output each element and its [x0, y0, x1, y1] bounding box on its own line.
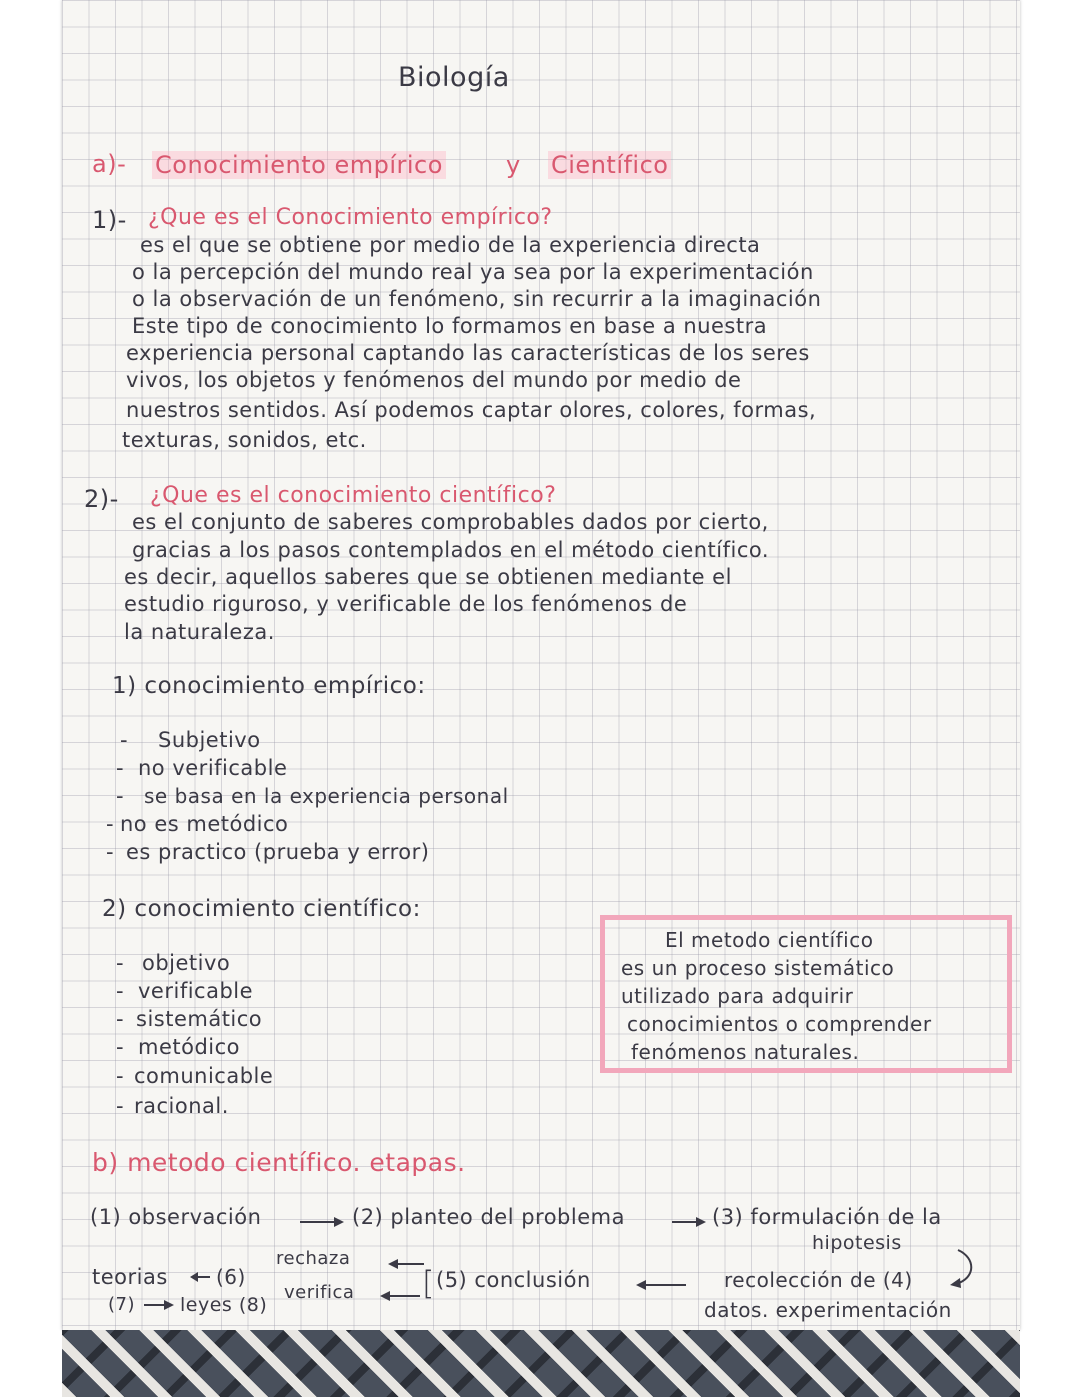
- box-line-4: conocimientos o comprender: [627, 1012, 932, 1036]
- cientifico-item-2: verificable: [138, 979, 254, 1003]
- box-line-3: utilizado para adquirir: [621, 984, 854, 1008]
- cientifico-bullet-1: -: [116, 951, 124, 975]
- q1-line-6: vivos, los objetos y fenómenos del mundo por medio de: [126, 368, 742, 392]
- cientifico-item-3: sistemático: [136, 1007, 263, 1031]
- boxed-note: [600, 915, 1012, 1073]
- arrow-verifica-icon: [380, 1290, 420, 1302]
- empirico-heading: 1) conocimiento empírico:: [112, 673, 426, 699]
- box-line-2: es un proceso sistemático: [621, 956, 895, 980]
- q1-line-7: nuestros sentidos. Así podemos captar olores, colores, formas,: [126, 398, 817, 422]
- flow-rechaza: rechaza: [276, 1248, 351, 1269]
- cientifico-bullet-6: -: [116, 1094, 124, 1118]
- arrow-rechaza-icon: [388, 1258, 424, 1270]
- q2-line-5: la naturaleza.: [124, 620, 275, 644]
- empirico-item-4: no es metódico: [120, 812, 289, 836]
- q2-line-2: gracias a los pasos contemplados en el método científico.: [132, 538, 770, 562]
- flow-seven: (7): [108, 1294, 135, 1315]
- empirico-bullet-3: -: [116, 784, 124, 808]
- flow-bracket: [: [422, 1264, 435, 1302]
- section-a-marker: a)-: [92, 150, 127, 178]
- flow-step-3: (3) formulación de la: [712, 1205, 942, 1229]
- cientifico-bullet-5: -: [116, 1064, 124, 1088]
- q1-line-3: o la observación de un fenómeno, sin recurrir a la imaginación: [132, 287, 822, 311]
- flow-teorias: teorias: [92, 1265, 168, 1289]
- q2-number: 2)-: [84, 485, 119, 513]
- q2-line-3: es decir, aquellos saberes que se obtienen mediante el: [124, 565, 732, 589]
- arrow-3-to-4-icon: [948, 1248, 978, 1288]
- section-a-title-part1: Conocimiento empírico: [152, 151, 446, 179]
- arrow-1-to-2-icon: [300, 1216, 344, 1228]
- cientifico-heading: 2) conocimiento científico:: [102, 896, 421, 922]
- q2-question: ¿Que es el conocimiento científico?: [150, 483, 557, 508]
- q1-question: ¿Que es el Conocimiento empírico?: [148, 205, 553, 230]
- q1-line-2: o la percepción del mundo real ya sea por la experimentación: [132, 260, 814, 284]
- empirico-item-1: Subjetivo: [158, 728, 261, 752]
- empirico-item-3: se basa en la experiencia personal: [144, 784, 509, 808]
- arrow-4-to-5-icon: [636, 1279, 686, 1291]
- q1-line-1: es el que se obtiene por medio de la experiencia directa: [140, 233, 761, 257]
- section-a-title-part2: Científico: [548, 151, 671, 179]
- cientifico-item-6: racional.: [134, 1094, 229, 1118]
- empirico-bullet-2: -: [116, 756, 124, 780]
- q1-line-4: Este tipo de conocimiento lo formamos en base a nuestra: [132, 314, 768, 338]
- flow-step-3b: hipotesis: [812, 1232, 902, 1254]
- q2-line-4: estudio riguroso, y verificable de los fenómenos de: [124, 592, 688, 616]
- flow-verifica: verifica: [284, 1282, 355, 1303]
- flow-step-4b: datos. experimentación: [704, 1298, 952, 1322]
- box-line-5: fenómenos naturales.: [631, 1040, 860, 1064]
- cientifico-bullet-3: -: [116, 1007, 124, 1031]
- cientifico-item-4: metódico: [138, 1035, 241, 1059]
- q1-line-5: experiencia personal captando las características de los seres: [126, 341, 810, 365]
- section-b-title: b) metodo científico. etapas.: [92, 1148, 466, 1177]
- page-title: Biología: [398, 62, 510, 93]
- arrow-2-to-3-icon: [672, 1216, 706, 1228]
- section-a-conj: y: [506, 151, 521, 179]
- notebook-page: [62, 0, 1020, 1330]
- empirico-bullet-5: -: [106, 840, 114, 864]
- q1-line-8: texturas, sonidos, etc.: [122, 428, 367, 452]
- flow-six: (6): [216, 1265, 246, 1289]
- flow-step-1: (1) observación: [90, 1205, 262, 1229]
- cientifico-bullet-2: -: [116, 979, 124, 1003]
- arrow-teorias-icon: [190, 1270, 210, 1284]
- box-line-1: El metodo científico: [665, 928, 874, 952]
- empirico-item-2: no verificable: [138, 756, 288, 780]
- arrow-leyes-icon: [144, 1299, 174, 1311]
- flow-step-2: (2) planteo del problema: [352, 1205, 625, 1229]
- flow-leyes: leyes (8): [180, 1294, 268, 1316]
- cientifico-item-1: objetivo: [142, 951, 231, 975]
- empirico-bullet-1: -: [120, 728, 128, 752]
- q2-line-1: es el conjunto de saberes comprobables dados por cierto,: [132, 510, 769, 534]
- empirico-item-5: es practico (prueba y error): [126, 840, 430, 864]
- patterned-floor: [62, 1330, 1020, 1397]
- flow-step-4: recolección de (4): [724, 1268, 913, 1292]
- flow-step-5: (5) conclusión: [436, 1268, 591, 1292]
- q1-number: 1)-: [92, 206, 127, 234]
- cientifico-bullet-4: -: [116, 1035, 124, 1059]
- empirico-bullet-4: -: [106, 812, 114, 836]
- cientifico-item-5: comunicable: [134, 1064, 274, 1088]
